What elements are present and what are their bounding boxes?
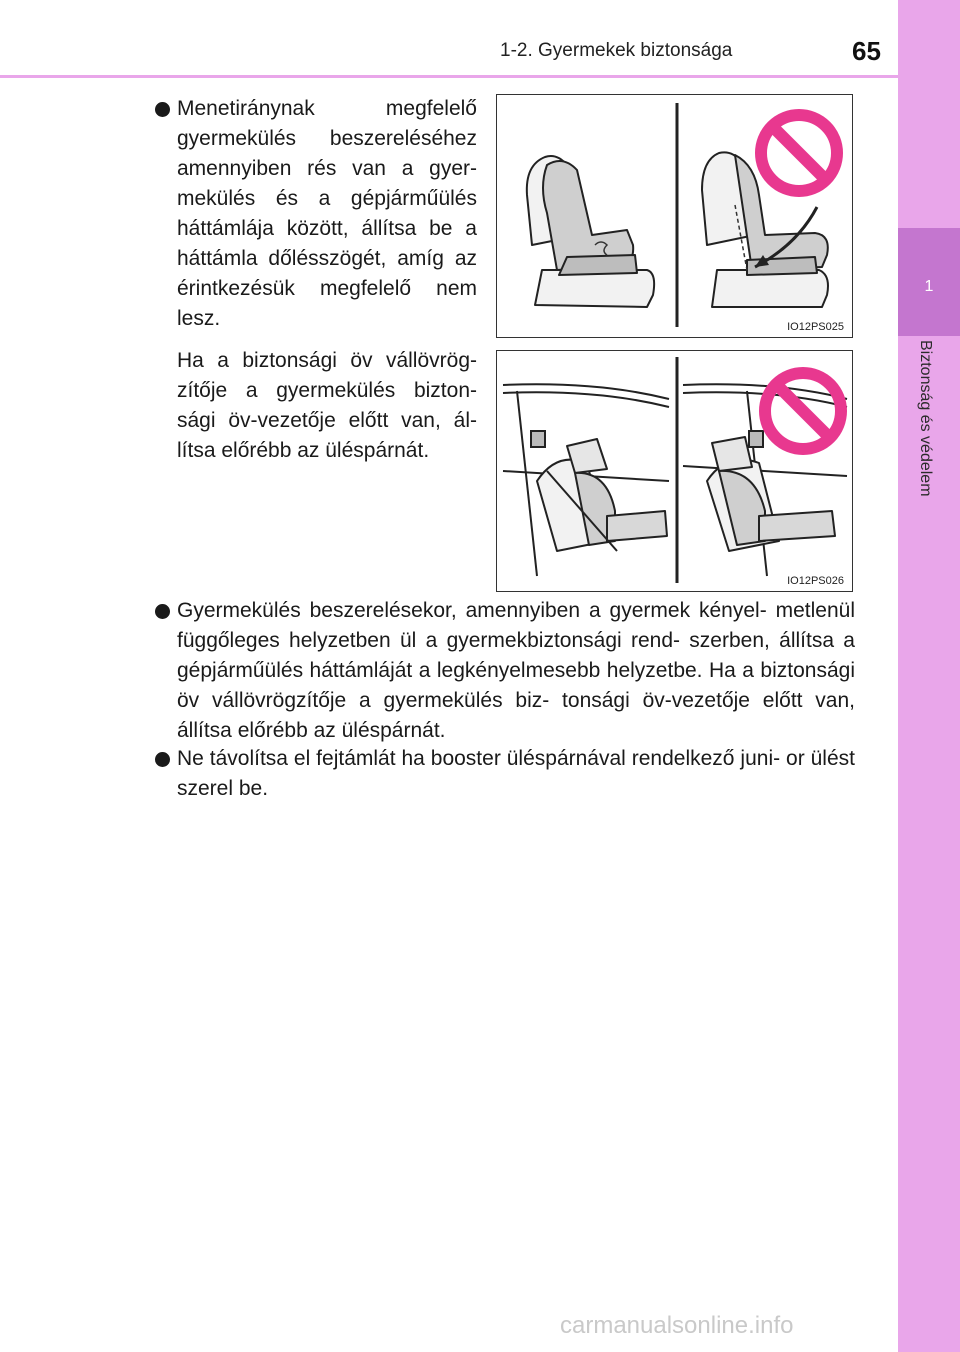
figure-shoulder-belt [496, 350, 853, 592]
bullet-item-2 [155, 596, 855, 746]
bullet-dot-icon [155, 604, 170, 619]
figure-seat-recline-drawing [497, 95, 852, 337]
paragraph-seat-cushion: Ha a biztonsági öv vállövrög- zítője a gyermekülés bizton- sági öv-vezetője előtt van, ál- lítsa előrébb az üléspárnát. [177, 349, 477, 462]
page-number: 65 [852, 36, 881, 66]
bullet-text-3: Ne távolítsa el fejtámlát ha booster üléspárnával rendelkező juni- or ülést szerel be. [177, 747, 855, 800]
chapter-title-text: Biztonság és védelem [917, 340, 934, 497]
figure-seat-recline [496, 94, 853, 338]
bullet-item-3 [155, 744, 855, 808]
bullet-text-2: Gyermekülés beszerelésekor, amennyiben a gyermek kényel- metlenül függőleges helyzetben ül a gyermekbiztonsági rend- szerben, állítsa a gépjárműülés háttámláját a legkényelmesebb helyzetbe. Ha a biztonsági öv vállövrögzítője a gyermekülés biz- tonsági öv-vezetője előtt van, állítsa előrébb az üléspárnát. [177, 599, 855, 742]
prohibition-icon [765, 373, 841, 449]
section-title: 1-2. Gyermekek biztonsága [500, 40, 733, 61]
chapter-side-tab [898, 0, 960, 1352]
figure-shoulder-belt-drawing [497, 351, 852, 591]
figure-code: IO12PS026 [787, 575, 844, 587]
bullet-dot-icon [155, 102, 170, 117]
watermark: carmanualsonline.info [560, 1312, 794, 1339]
chapter-number: 1 [924, 278, 934, 295]
bullet-text-1: Menetiránynak megfelelő gyermekülés beszereléséhez amennyiben rés van a gyer- mekülés és a gépjárműülés háttámlája között, állítsa be a háttámla dőlésszögét, amíg az érintkezésük megfelelő nem lesz. [177, 97, 477, 330]
bullet-item-1 [155, 94, 477, 334]
figure-code: IO12PS025 [787, 321, 844, 333]
chapter-title [898, 340, 960, 610]
bullet-dot-icon [155, 752, 170, 767]
header-divider [0, 75, 900, 78]
prohibition-icon [761, 115, 837, 191]
